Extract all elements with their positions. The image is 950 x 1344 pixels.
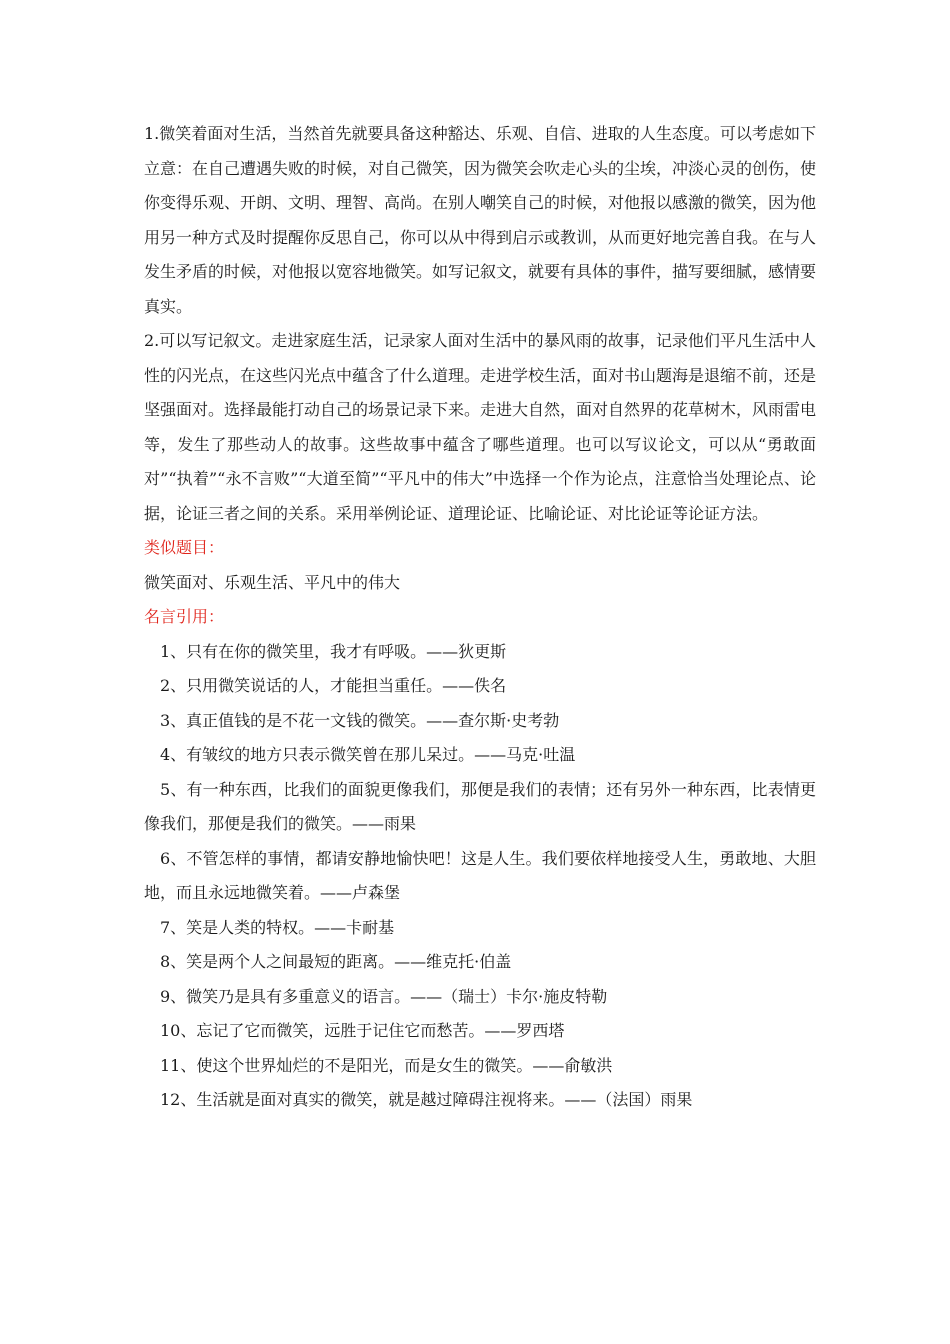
- quote-item: 9、微笑乃是具有多重意义的语言。——（瑞士）卡尔·施皮特勒: [160, 986, 608, 1006]
- quote-item: 7、笑是人类的特权。——卡耐基: [160, 917, 395, 937]
- paragraph-2: 2.可以写记叙文。走进家庭生活，记录家人面对生活中的暴风雨的故事，记录他们平凡生活中人性的闪光点，在这些闪光点中蕴含了什么道理。走进学校生活，面对书山题海是退缩不前，还是坚强面对。选择最能打动自己的场景记录下来。走进大自然，面对自然界的花草树木，风雨雷电等，发生了那些动人的故事。这些故事中蕴含了哪些道理。也可以写议论文，可以从“勇敢面对”“执着”“永不言败”“大道至简”“平凡中的伟大”中选择一个作为论点，注意恰当处理论点、论据，论证三者之间的关系。采用举例论证、道理论证、比喻论证、对比论证等论证方法。: [144, 331, 817, 523]
- quote-item: 3、真正值钱的是不花一文钱的微笑。——查尔斯·史考勃: [160, 710, 560, 730]
- similar-topics-heading: 类似题目：: [144, 538, 225, 557]
- quote-item: 2、只用微笑说话的人，才能担当重任。——佚名: [160, 676, 507, 695]
- quote-item: 10、忘记了它而微笑，远胜于记住它而愁苦。——罗西塔: [160, 1021, 565, 1040]
- quotes-list: [144, 635, 816, 1118]
- quote-item: 12、生活就是面对真实的微笑，就是越过障碍注视将来。——（法国）雨果: [160, 1090, 693, 1109]
- quote-item: 11、使这个世界灿烂的不是阳光，而是女生的微笑。——俞敏洪: [160, 1055, 613, 1075]
- paragraph-1: 1.微笑着面对生活，当然首先就要具备这种豁达、乐观、自信、进取的人生态度。可以考虑如下立意：在自己遭遇失败的时候，对自己微笑，因为微笑会吹走心头的尘埃，冲淡心灵的创伤，使你变得乐观、开朗、文明、理智、高尚。在别人嘲笑自己的时候，对他报以感激的微笑，因为他用另一种方式及时提醒你反思自己，你可以从中得到启示或教训，从而更好地完善自我。在与人发生矛盾的时候，对他报以宽容地微笑。如写记叙文，就要有具体的事件，描写要细腻，感情要真实。: [144, 124, 817, 316]
- similar-topics-text: 微笑面对、乐观生活、平凡中的伟大: [144, 572, 401, 592]
- quote-item: 5、有一种东西，比我们的面貌更像我们，那便是我们的表情；还有另外一种东西，比表情更像我们，那便是我们的微笑。——雨果: [144, 779, 816, 833]
- quote-item: 8、笑是两个人之间最短的距离。——维克托·伯盖: [160, 952, 512, 971]
- quote-item: 1、只有在你的微笑里，我才有呼吸。——狄更斯: [160, 641, 507, 661]
- quote-item: 6、不管怎样的事情，都请安静地愉快吧！这是人生。我们要依样地接受人生，勇敢地、大胆地，而且永远地微笑着。——卢森堡: [144, 848, 816, 902]
- quotes-heading: 名言引用：: [144, 607, 225, 626]
- quote-item: 4、有皱纹的地方只表示微笑曾在那儿呆过。——马克·吐温: [160, 745, 576, 764]
- document-body: [144, 117, 816, 1118]
